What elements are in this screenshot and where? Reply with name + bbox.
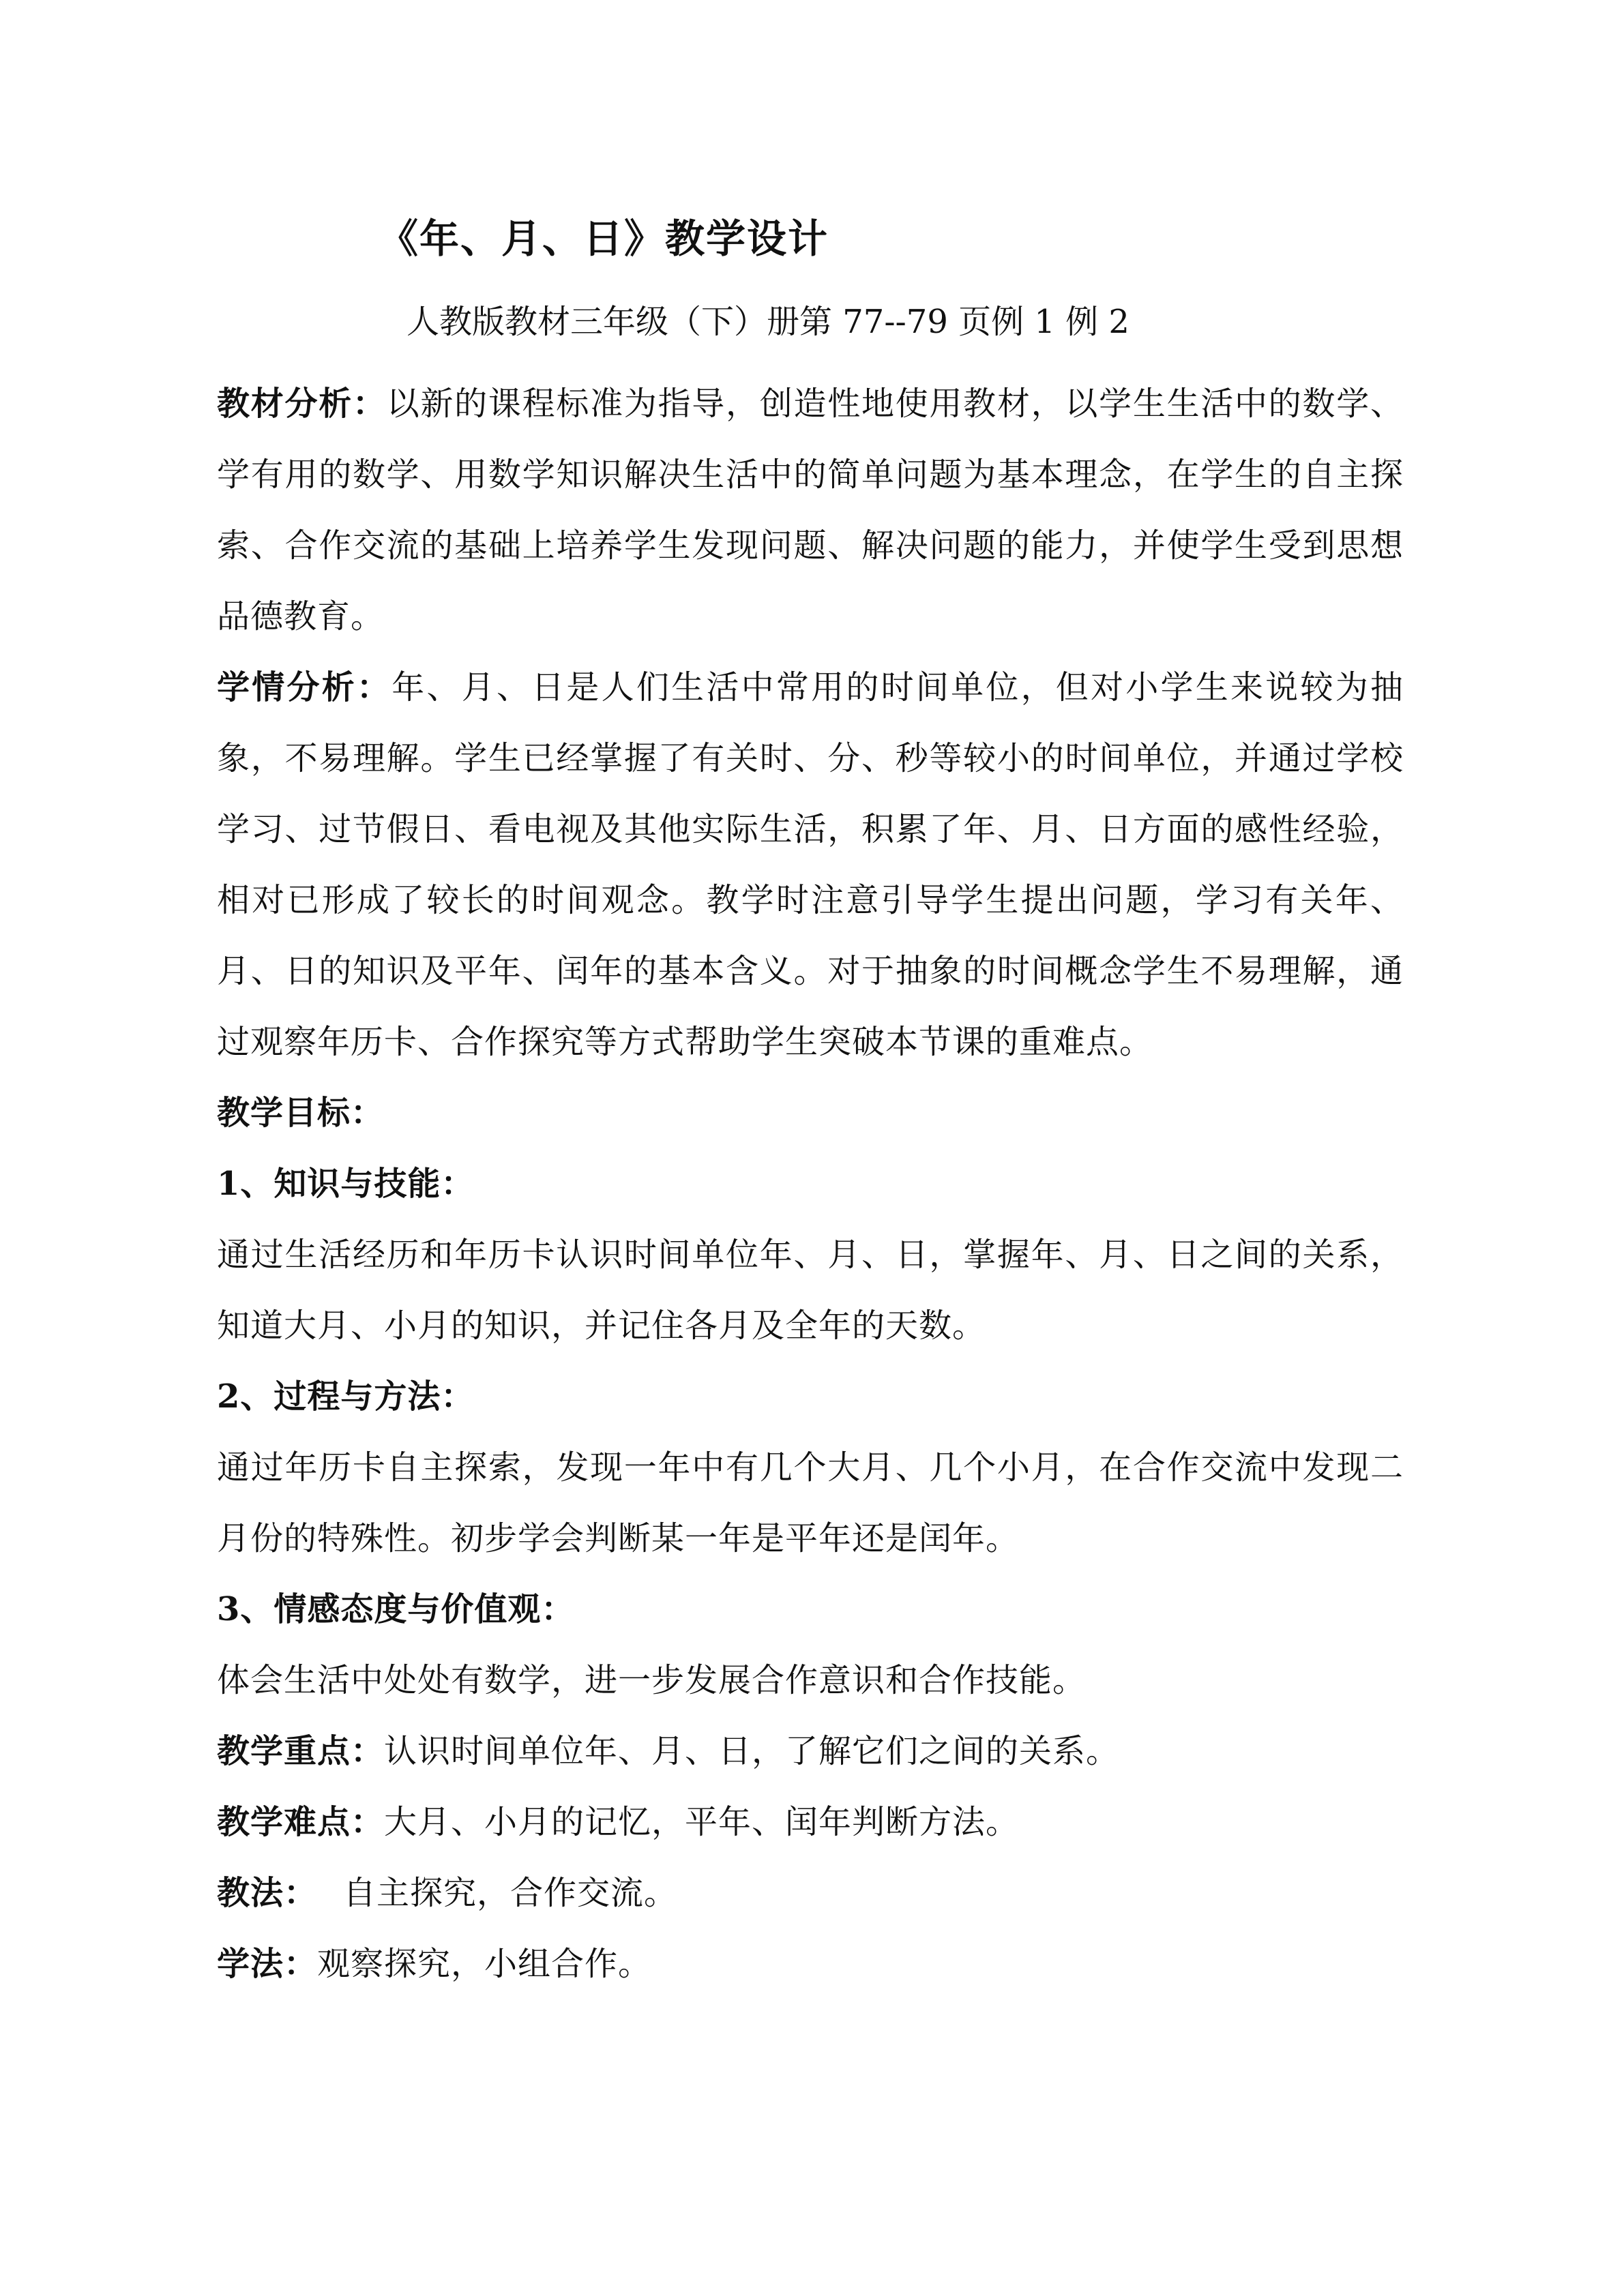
difficult-point-label: 教学难点： bbox=[217, 1803, 385, 1841]
student-analysis-paragraph bbox=[217, 652, 1404, 1077]
learning-method-text: 观察探究，小组合作。 bbox=[317, 1945, 652, 1983]
student-analysis-text: 年、月、日是人们生活中常用的时间单位，但对小学生来说较为抽象，不易理解。学生已经掌握了有关时、分、秒等较小的时间单位，并通过学校学习、过节假日、看电视及其他实际生活，积累了年、月、日方面的感性经验，相对已形成了较长的时间观念。教学时注意引导学生提出问题，学习有关年、月、日的知识及平年、闰年的基本含义。对于抽象的时间概念学生不易理解，通过观察年历卡、合作探究等方式帮助学生突破本节课的重难点。 bbox=[217, 668, 1404, 1061]
teaching-method-label: 教法： bbox=[217, 1874, 318, 1912]
objective-2-text: 通过年历卡自主探索，发现一年中有几个大月、几个小月，在合作交流中发现二月份的特殊性。初步学会判断某一年是平年还是闰年。 bbox=[217, 1448, 1404, 1557]
difficult-point-text: 大月、小月的记忆，平年、闰年判断方法。 bbox=[384, 1803, 1020, 1841]
objective-1-text: 通过生活经历和年历卡认识时间单位年、月、日，掌握年、月、日之间的关系，知道大月、小月的知识，并记住各月及全年的天数。 bbox=[217, 1236, 1404, 1345]
material-analysis-text: 以新的课程标准为指导，创造性地使用教材，以学生生活中的数学、学有用的数学、用数学知识解决生活中的简单问题为基本理念，在学生的自主探索、合作交流的基础上培养学生发现问题、解决问题的能力，并使学生受到思想品德教育。 bbox=[217, 385, 1404, 636]
learning-method-paragraph bbox=[217, 1928, 1404, 1999]
student-analysis-label: 学情分析： bbox=[217, 668, 392, 706]
document-title: 《年、月、日》教学设计 bbox=[379, 215, 829, 262]
objective-2-heading-paragraph bbox=[217, 1361, 1404, 1432]
material-analysis-paragraph bbox=[217, 368, 1404, 652]
objective-3-heading: 3、情感态度与价值观： bbox=[217, 1590, 575, 1628]
teaching-method-paragraph bbox=[217, 1858, 1404, 1928]
learning-method-label: 学法： bbox=[217, 1945, 318, 1983]
key-point-text: 认识时间单位年、月、日，了解它们之间的关系。 bbox=[384, 1732, 1120, 1770]
objective-1-heading: 1、知识与技能： bbox=[217, 1165, 475, 1203]
objective-1-heading-paragraph bbox=[217, 1148, 1404, 1219]
objective-2-heading: 2、过程与方法： bbox=[217, 1377, 475, 1416]
key-point-label: 教学重点： bbox=[217, 1732, 385, 1770]
objective-3-text: 体会生活中处处有数学，进一步发展合作意识和合作技能。 bbox=[217, 1661, 1087, 1699]
objective-3-heading-paragraph bbox=[217, 1574, 1404, 1645]
document-subtitle: 人教版教材三年级（下）册第 77--79 页例 1 例 2 bbox=[407, 303, 1130, 341]
material-analysis-label: 教材分析： bbox=[217, 385, 387, 423]
teaching-method-text: 自主探究，合作交流。 bbox=[343, 1874, 678, 1912]
key-point-paragraph bbox=[217, 1716, 1404, 1787]
document-body bbox=[217, 368, 1404, 1999]
difficult-point-paragraph bbox=[217, 1787, 1404, 1858]
objectives-heading-paragraph bbox=[217, 1077, 1404, 1148]
objectives-label: 教学目标： bbox=[217, 1094, 385, 1132]
